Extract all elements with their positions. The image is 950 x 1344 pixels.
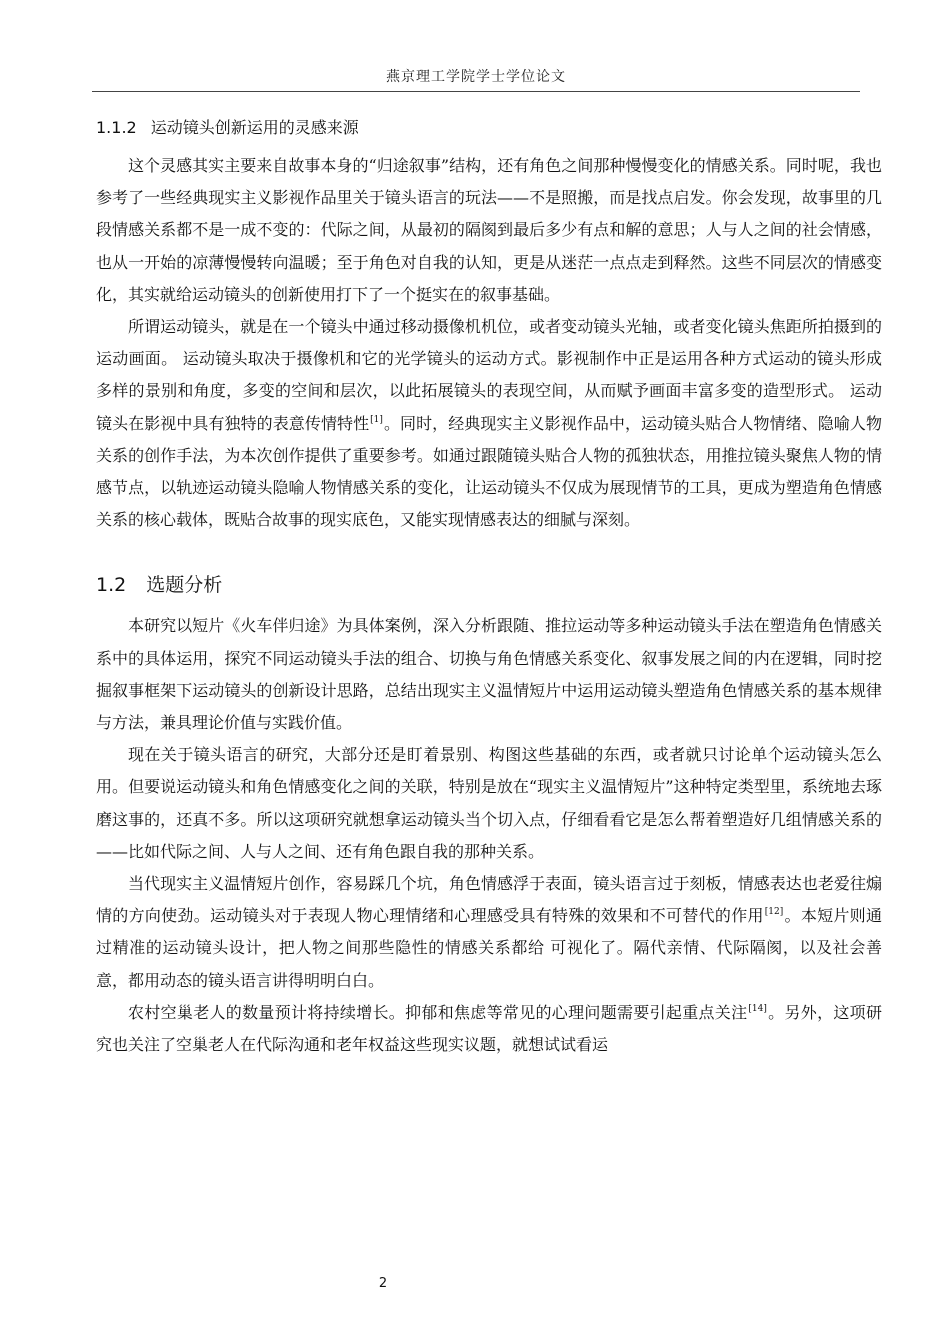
paragraph-text: 农村空巢老人的数量预计将持续增长。抑郁和焦虑等常见的心理问题需要引起重点关注 bbox=[128, 1002, 748, 1022]
page-body bbox=[96, 114, 882, 1061]
paragraph bbox=[96, 311, 882, 536]
section-number: 1.2 bbox=[96, 574, 127, 597]
subsection-title: 运动镜头创新运用的灵感来源 bbox=[150, 118, 359, 137]
paragraph-text: 。另外，这项研究也关注了空巢老人在代际沟通和老年权益这些现实议题，就想试试看运 bbox=[96, 1002, 882, 1055]
citation-ref: [12] bbox=[764, 907, 784, 918]
running-header: 燕京理工学院学士学位论文 bbox=[386, 69, 566, 85]
page-number: 2 bbox=[378, 1276, 388, 1291]
paragraph-text: 。同时，经典现实主义影视作品中，运动镜头贴合人物情绪、隐喻人物关系的创作手法，为本次创作提供了重要参考。如通过跟随镜头贴合人物的孤独状态，用推拉镜头聚焦人物的情感节点，以轨迹运动镜头隐喻人物情感关系的变化，让运动镜头不仅成为展现情节的工具，更成为塑造角色情感关系的核心载体，既贴合故事的现实底色，又能实现情感表达的细腻与深刻。 bbox=[96, 413, 882, 530]
paragraph: 这个灵感其实主要来自故事本身的“归途叙事”结构，还有角色之间那种慢慢变化的情感关系。同时呢，我也参考了一些经典现实主义影视作品里关于镜头语言的玩法——不是照搬，而是找点启发。你会发现，故事里的几段情感关系都不是一成不变的：代际之间，从最初的隔阂到最后多少有点和解的意思；人与人之间的社会情感，也从一开始的凉薄慢慢转向温暖；至于角色对自我的认知，更是从迷茫一点点走到释然。这些不同层次的情感变化，其实就给运动镜头的创新使用打下了一个挺实在的叙事基础。 bbox=[96, 156, 882, 304]
subsection-number: 1.1.2 bbox=[96, 118, 137, 137]
section-heading bbox=[96, 570, 882, 600]
paragraph-text: 当代现实主义温情短片创作，容易踩几个坑，角色情感浮于表面，镜头语言过于刻板，情感表达也老爱往煽情的方向使劲。运动镜头对于表现人物心理情绪和心理感受具有特殊的效果和不可替代的作用 bbox=[96, 874, 882, 926]
citation-ref: [1] bbox=[370, 414, 383, 425]
paragraph: 本研究以短片《火车伴归途》为具体案例，深入分析跟随、推拉运动等多种运动镜头手法在塑造角色情感关系中的具体运用，探究不同运动镜头手法的组合、切换与角色情感关系变化、叙事发展之间的内在逻辑，同时挖掘叙事框架下运动镜头的创新设计思路，总结出现实主义温情短片中运用运动镜头塑造角色情感关系的基本规律与方法，兼具理论价值与实践价值。 bbox=[96, 616, 882, 733]
section-title: 选题分析 bbox=[146, 574, 223, 597]
paragraph bbox=[96, 997, 882, 1061]
header-rule bbox=[92, 91, 860, 92]
citation-ref: [14] bbox=[748, 1003, 767, 1014]
paragraph bbox=[96, 868, 882, 997]
subsection-heading bbox=[96, 114, 882, 142]
paragraph: 现在关于镜头语言的研究，大部分还是盯着景别、构图这些基础的东西，或者就只讨论单个运动镜头怎么用。但要说运动镜头和角色情感变化之间的关联，特别是放在“现实主义温情短片”这种特定类型里，系统地去琢磨这事的，还真不多。所以这项研究就想拿运动镜头当个切入点，仔细看看它是怎么帮着塑造好几组情感关系的——比如代际之间、人与人之间、还有角色跟自我的那种关系。 bbox=[96, 745, 882, 861]
paragraph-text: 所谓运动镜头，就是在一个镜头中通过移动摄像机机位，或者变动镜头光轴，或者变化镜头焦距所拍摄到的运动画面。 运动镜头取决于摄像机和它的光学镜头的运动方式。影视制作中正是运用各种方式运动的镜头形成多样的景别和角度，多变的空间和层次，以此拓展镜头的表现空间，从而赋予画面丰富多变的造型形式。 运动镜头在影视中具有独特的表意传情特性 bbox=[96, 317, 882, 433]
paragraph-text: 。本短片则通过精准的运动镜头设计，把人物之间那些隐性的情感关系都给 可视化了。隔代亲情、代际隔阂，以及社会善意，都用动态的镜头语言讲得明明白白。 bbox=[96, 906, 882, 990]
